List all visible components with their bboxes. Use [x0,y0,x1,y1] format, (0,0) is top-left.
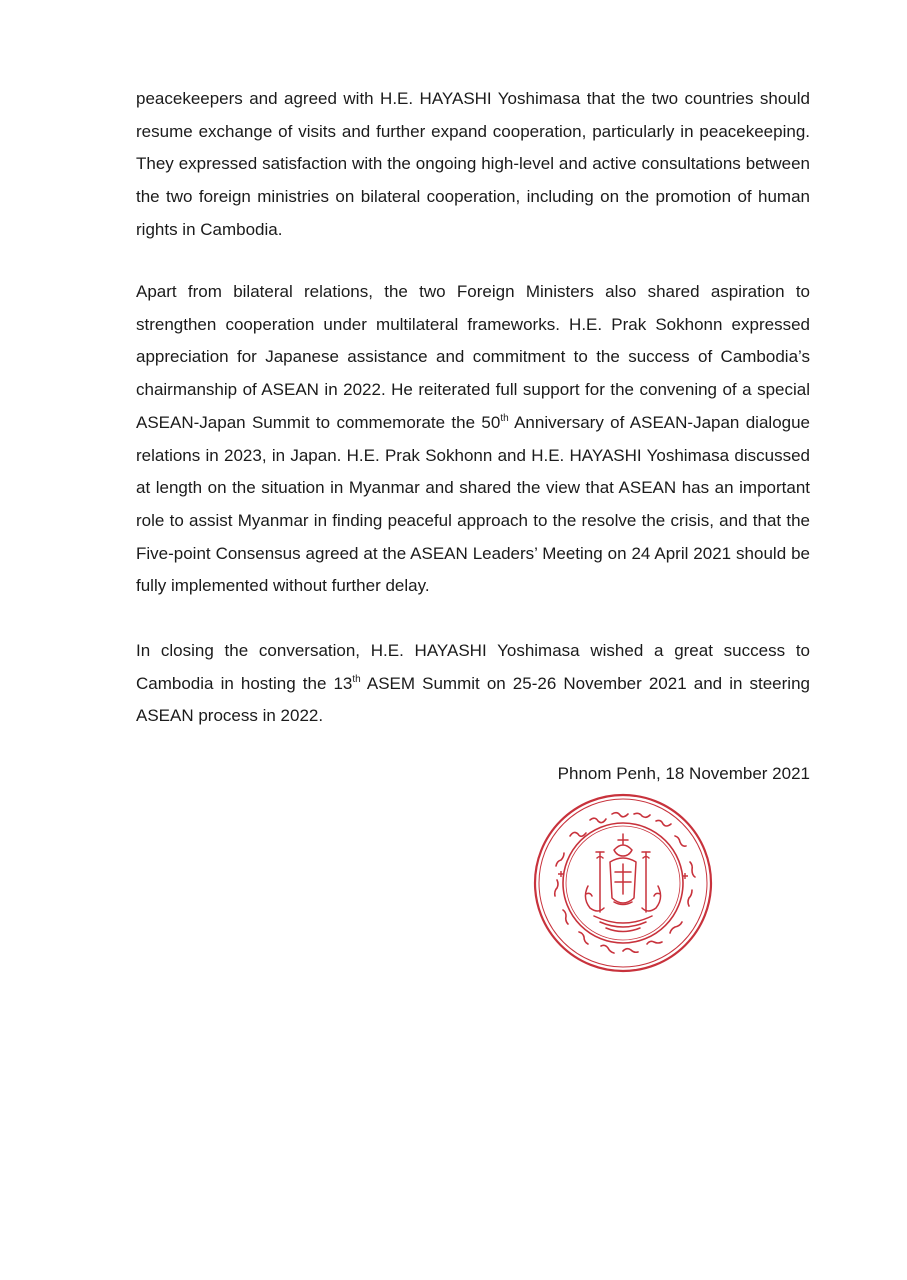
paragraph-peacekeeping [136,83,810,247]
place-date: Phnom Penh, 18 November 2021 [557,764,810,783]
paragraph-multilateral [136,276,810,603]
paragraph-text: peacekeepers and agreed with H.E. HAYASHI Yoshimasa that the two countries should resume exchange of visits and further expand cooperation, particularly in peacekeeping. They expressed satisfaction with the ongoing high-level and active consultations between the two foreign ministries on bilateral cooperation, including on the promotion of human rights in Cambodia. [136,89,810,239]
ordinal-superscript: th [352,673,361,685]
ordinal-superscript: th [500,412,509,424]
paragraph-text-part-a: Apart from bilateral relations, the two Foreign Ministers also shared aspiration to strengthen cooperation under multilateral frameworks. H.E. Prak Sokhonn expressed appreciation for Japanese assistance and commitment to the success of Cambodia’s chairmanship of ASEAN in 2022. He reiterated full support for the convening of a special ASEAN-Japan Summit to commemorate the 50 [136,282,810,432]
paragraph-closing [136,635,810,733]
paragraph-text-part-b: Anniversary of ASEAN-Japan dialogue relations in 2023, in Japan. H.E. Prak Sokhonn and H.E. HAYASHI Yoshimasa discussed at length on the situation in Myanmar and shared the view that ASEAN has an important role to assist Myanmar in finding peaceful approach to the resolve the crisis, and that the Five-point Consensus agreed at the ASEAN Leaders’ Meeting on 24 April 2021 should be fully implemented without further delay. [136,412,811,596]
paragraph-text-part-a: In closing the conversation, H.E. HAYASHI Yoshimasa wished a great success to Cambodia in hosting the 13 [136,641,810,693]
official-seal-icon [530,790,716,976]
paragraph-text-part-b: ASEM Summit on 25-26 November 2021 and in steering ASEAN process in 2022. [136,673,810,726]
